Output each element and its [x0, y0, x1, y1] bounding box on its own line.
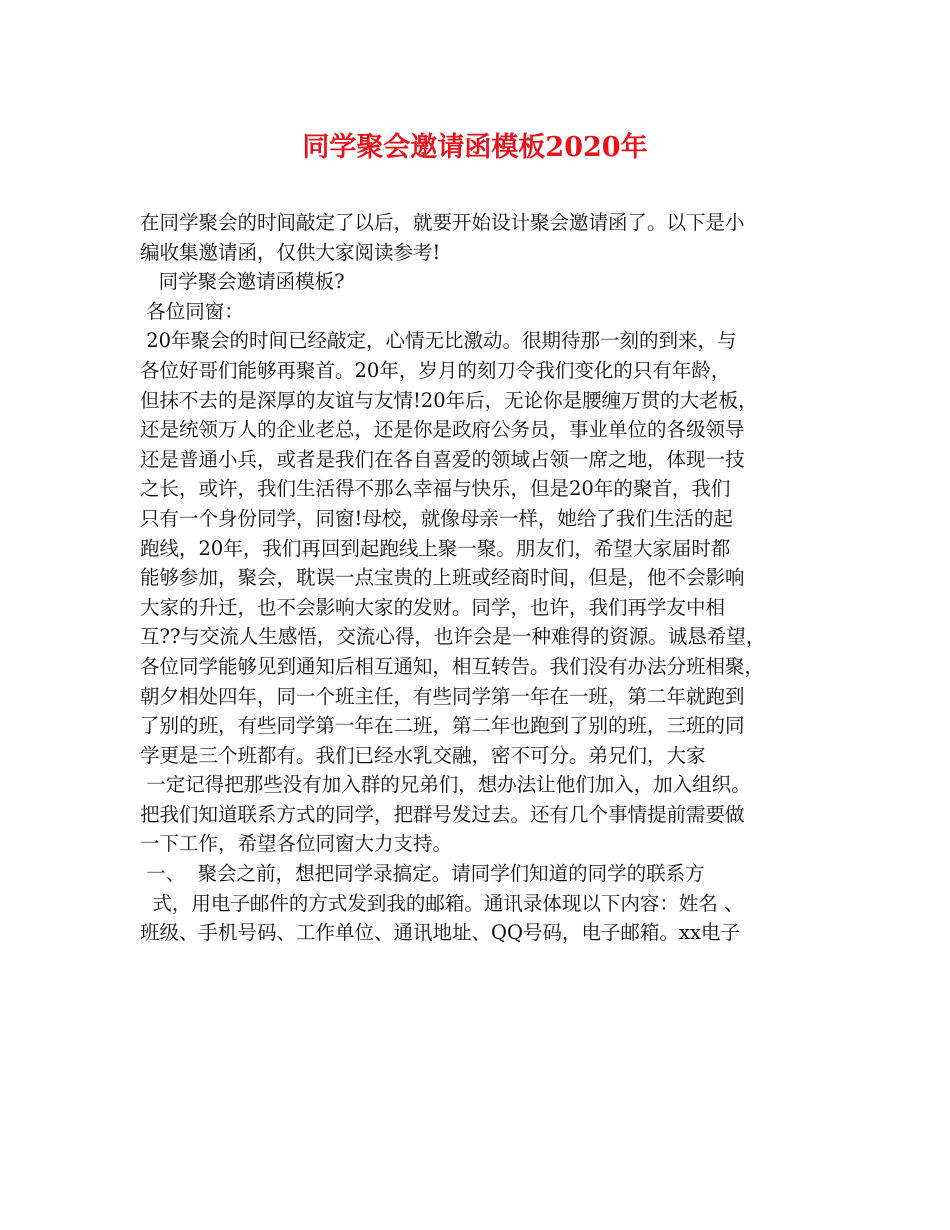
text-line: 同学聚会邀请函模板?: [140, 270, 345, 294]
text-line: 能够参加，聚会，耽误一点宝贵的上班或经商时间，但是，他不会影响: [140, 566, 745, 590]
text-line: 之长，或许，我们生活得不那么幸福与快乐，但是20年的聚首，我们: [140, 477, 731, 501]
text-line: 跑线，20年，我们再回到起跑线上聚一聚。朋友们，希望大家届时都: [140, 536, 731, 560]
text-line: 了别的班，有些同学第一年在二班，第二年也跑到了别的班，三班的同: [140, 714, 745, 738]
text-line: 在同学聚会的时间敲定了以后，就要开始设计聚会邀请函了。以下是小: [140, 211, 745, 234]
document-body: [140, 208, 830, 948]
text-line: 还是普通小兵，或者是我们在各自喜爱的领域占领一席之地，体现一技: [140, 447, 745, 471]
text-line: 各位同窗：: [140, 299, 244, 323]
text-line: 学更是三个班都有。我们已经水乳交融，密不可分。弟兄们，大家: [140, 743, 706, 767]
text-line: 但抹不去的是深厚的友谊与友情!20年后，无论你是腰缠万贯的大老板，: [140, 388, 758, 412]
text-line: 把我们知道联系方式的同学，把群号发过去。还有几个事情提前需要做: [140, 802, 745, 826]
text-line: 一下工作，希望各位同窗大力支持。: [140, 832, 453, 856]
text-line: 式，用电子邮件的方式发到我的邮箱。通讯录体现以下内容：姓名 、: [140, 891, 744, 915]
text-line: 班级、手机号码、工作单位、通讯地址、QQ号码，电子邮箱。xx电子: [140, 921, 740, 945]
text-line: 各位好哥们能够再聚首。20年，岁月的刻刀令我们变化的只有年龄，: [140, 358, 731, 382]
text-line: 大家的升迁，也不会影响大家的发财。同学，也许，我们再学友中相: [140, 595, 726, 619]
text-line: 一、 聚会之前，想把同学录搞定。请同学们知道的同学的联系方: [140, 862, 705, 886]
text-line: 各位同学能够见到通知后相互通知，相互转告。我们没有办法分班相聚，: [140, 654, 765, 678]
text-line: 20年聚会的时间已经敲定，心情无比激动。很期待那一刻的到来，与: [140, 329, 737, 353]
text-line: 一定记得把那些没有加入群的兄弟们，想办法让他们加入，加入组织。: [140, 773, 751, 797]
text-line: 只有一个身份同学，同窗!母校，就像母亲一样，她给了我们生活的起: [140, 506, 733, 530]
document-title: 同学聚会邀请函模板2020年: [302, 132, 648, 163]
text-line: 编收集邀请函，仅供大家阅读参考!: [140, 240, 441, 264]
text-line: 互??与交流人生感悟，交流心得，也许会是一种难得的资源。诚恳希望，: [140, 625, 766, 649]
text-line: 还是统领万人的企业老总，还是你是政府公务员，事业单位的各级领导: [140, 418, 745, 442]
text-line: 朝夕相处四年，同一个班主任，有些同学第一年在一班，第二年就跑到: [140, 684, 745, 708]
